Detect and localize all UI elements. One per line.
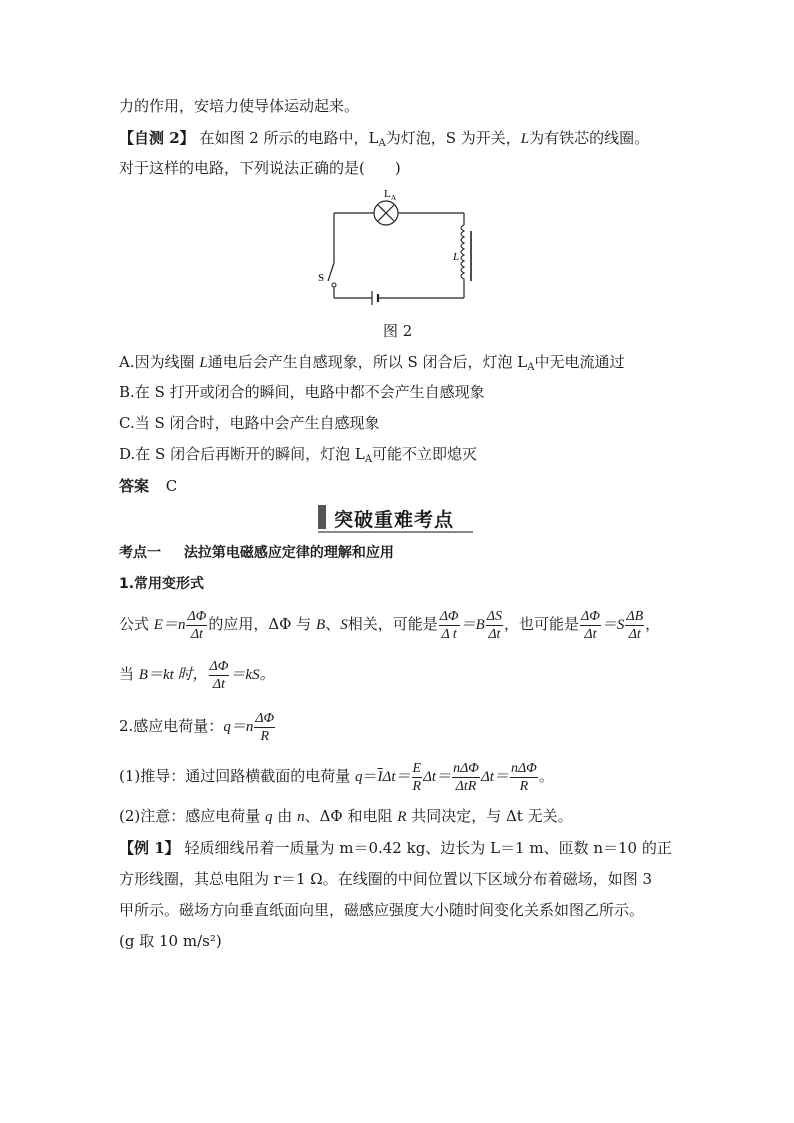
lamp-icon (374, 201, 398, 225)
denominator: Δt (488, 626, 501, 642)
fraction (510, 760, 538, 795)
option-text: A.因为线圈 (119, 353, 200, 371)
formula-text: (1)推导：通过回路横截面的电荷量 (119, 767, 356, 785)
denominator: Δt (584, 626, 597, 642)
note-line (119, 806, 573, 827)
note-text: (2)注意：感应电荷量 (119, 807, 266, 825)
stem-text: 对于这样的电路，下列说法正确的是( ) (119, 159, 401, 177)
numerator: ΔS (486, 608, 502, 624)
stem-text: 在如图 2 所示的电路中，L (199, 129, 379, 147)
paragraph-text: 力的作用，安培力使导体运动起来。 (119, 97, 360, 115)
option-text: B.在 S 打开或闭合的瞬间，电路中都不会产生自感现象 (119, 383, 485, 401)
example-text: (g 取 10 m/s²) (119, 932, 222, 950)
formula-text: Δt＝ (423, 769, 452, 785)
variable: q (265, 809, 273, 825)
denominator: Δ t (441, 626, 457, 642)
topic-heading (119, 543, 394, 563)
option-text: 中无电流通过 (534, 353, 625, 371)
text-line (119, 96, 359, 116)
subheading-text: 2.感应电荷量： (119, 717, 224, 735)
fraction (412, 760, 423, 795)
fraction (625, 608, 644, 643)
switch-icon (328, 263, 336, 287)
note-text: 共同决定，与 Δt 无关。 (406, 807, 573, 825)
fraction (439, 608, 460, 643)
option-text: C.当 S 闭合时，电路中会产生自感现象 (119, 414, 380, 432)
lamp-label: L (384, 188, 391, 200)
numerator: ΔΦ (255, 710, 275, 726)
formula-text: ，也可能是 (503, 615, 579, 633)
fraction (580, 608, 601, 643)
numerator: ΔΦ (439, 608, 459, 624)
subheading-1 (119, 574, 204, 594)
numerator: E (412, 760, 422, 776)
example-label: 【例 1】 (119, 839, 180, 857)
denominator: R (260, 728, 270, 744)
fraction (186, 608, 207, 643)
numerator: ΔB (626, 608, 644, 624)
numerator: ΔΦ (581, 608, 600, 624)
formula-text: ＝S (601, 617, 625, 633)
formula-text: ， (645, 615, 661, 633)
circuit-diagram (310, 185, 480, 310)
variable: L (199, 355, 208, 371)
coil-icon (461, 225, 471, 283)
section-banner (318, 503, 473, 533)
variable: q (223, 719, 231, 735)
formula-line-2 (119, 656, 275, 693)
topic-label: 考点一 (119, 545, 161, 561)
answer-label: 答案 (119, 477, 150, 495)
numerator: ΔΦ (209, 658, 229, 674)
variable: B (138, 667, 148, 683)
figure-caption: 图 2 (383, 322, 413, 340)
option-text: 通电后会产生自感现象，所以 S 闭合后，灯泡 L (207, 353, 528, 371)
coil-label: L (453, 251, 460, 263)
fraction (452, 760, 480, 795)
option-d (119, 444, 477, 470)
option-b (119, 382, 485, 402)
note-text: 、ΔΦ 和电阻 (304, 807, 398, 825)
example-line-2 (119, 869, 652, 889)
lamp-sub: A (391, 194, 397, 202)
formula-text: ＝kt 时， (147, 667, 208, 683)
formula-line-1 (119, 606, 660, 643)
answer-value: C (165, 477, 178, 495)
variable: B (316, 617, 326, 633)
formula-text: 公式 (119, 615, 154, 633)
derivation-line (119, 758, 554, 795)
variable: q (355, 769, 363, 785)
denominator: ΔtR (455, 778, 477, 794)
question-stem (119, 128, 649, 154)
subheading-2 (119, 708, 276, 745)
denominator: Δt (190, 626, 203, 642)
stem-text: 为有铁芯的线圈。 (529, 129, 650, 147)
formula-text: ＝n (162, 617, 186, 633)
subscript: A (378, 138, 386, 149)
example-text: 方形线圈，其总电阻为 r＝1 Ω。在线圈的中间位置以下区域分布着磁场，如图 3 (119, 870, 653, 888)
subscript: A (364, 454, 373, 465)
question-stem-cont (119, 158, 401, 178)
variable: L (520, 131, 530, 147)
note-text: 由 (272, 807, 298, 825)
option-text: 可能不立即熄灭 (372, 445, 478, 463)
fraction (486, 608, 503, 643)
formula-text: Δt＝ (480, 769, 509, 785)
formula-text: ＝B (460, 617, 485, 633)
switch-label: S (318, 272, 325, 284)
numerator: ΔΦ (187, 608, 207, 624)
banner-bar (318, 505, 326, 529)
section-title: 突破重难考点 (334, 509, 455, 531)
topic-title: 法拉第电磁感应定律的理解和应用 (183, 545, 394, 561)
example-line-1 (119, 838, 672, 858)
subscript: A (527, 362, 535, 373)
fraction (209, 658, 230, 693)
example-line-3 (119, 900, 644, 920)
formula-text: 当 (119, 665, 139, 683)
option-a (119, 352, 625, 378)
variable: E (153, 617, 163, 633)
answer (119, 476, 177, 496)
formula-text: ＝n (230, 719, 254, 735)
denominator: Δt (628, 626, 641, 642)
option-c (119, 413, 380, 433)
example-line-4 (119, 931, 222, 951)
battery-icon (372, 291, 378, 305)
denominator: Δt (212, 676, 226, 692)
denominator: R (412, 778, 422, 794)
formula-text: ＝kS。 (230, 667, 275, 683)
formula-text: ＝ (362, 767, 378, 785)
fraction (254, 710, 275, 745)
variable: R (397, 809, 407, 825)
formula-text: 相关，可能是 (347, 615, 438, 633)
formula-text: 的应用，ΔΦ 与 (208, 615, 317, 633)
question-label: 【自测 2】 (119, 129, 195, 147)
denominator: R (519, 778, 529, 794)
numerator: nΔΦ (510, 760, 537, 776)
example-text: 轻质细线吊着一质量为 m＝0.42 kg、边长为 L＝1 m、匝数 n＝10 的正 (184, 839, 672, 857)
variable: $\overline{I}$ (377, 769, 383, 785)
variable: S (340, 617, 348, 633)
numerator: nΔΦ (453, 760, 479, 776)
formula-text: Δt＝ (382, 769, 411, 785)
variable: n (297, 809, 305, 825)
example-text: 甲所示。磁场方向垂直纸面向里，磁感应强度大小随时间变化关系如图乙所示。 (119, 901, 645, 919)
stem-text: 为灯泡，S 为开关， (385, 129, 521, 147)
formula-text: 、 (325, 615, 341, 633)
formula-text: 。 (538, 767, 554, 785)
option-text: D.在 S 闭合后再断开的瞬间，灯泡 L (119, 445, 365, 463)
subheading-text: 1.常用变形式 (119, 576, 205, 592)
